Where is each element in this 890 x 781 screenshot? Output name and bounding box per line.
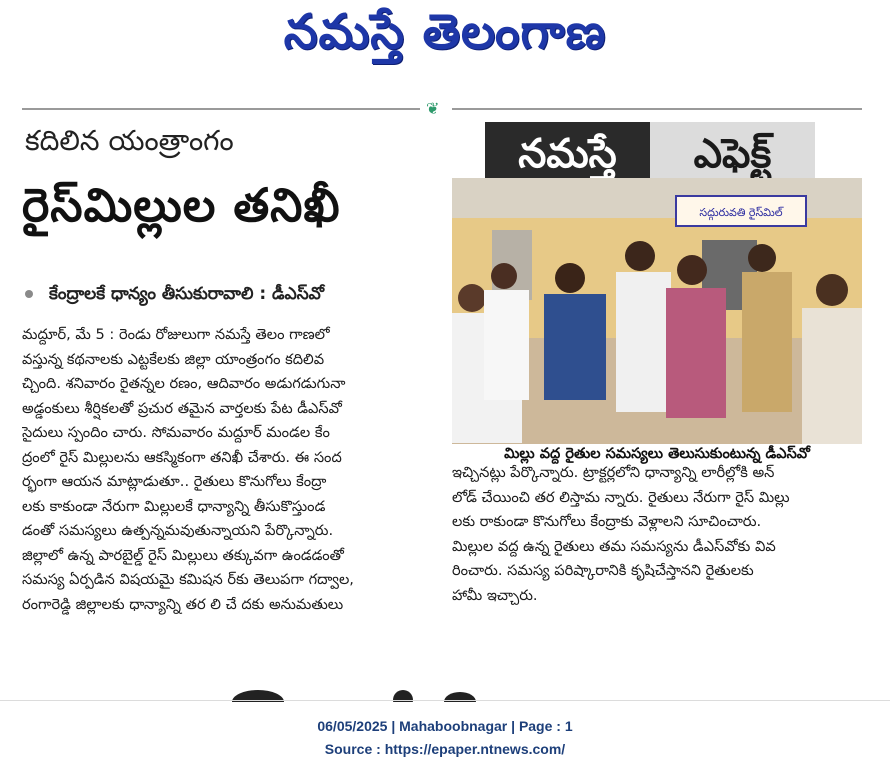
footer-date-edition: 06/05/2025 | Mahaboobnagar | Page : 1 [317,718,573,734]
subhead-text: కేంద్రాలకే ధాన్యం తీసుకురావాలి : డీఎస్‌వో [49,284,325,304]
newspaper-title: నమస్తే తెలంగాణ [283,4,607,60]
namaste-tag: నమస్తే [485,122,650,195]
body-line: రించారు. సమస్య పరిష్కారానికి కృషిచేస్తానని రైతులకు [452,562,754,579]
article-headline: రైస్‌మిల్లుల తనిఖీ [22,178,341,232]
masthead [0,0,890,78]
body-line: చ్చింది. శనివారం రైతన్నల రణం, ఆదివారం అడుగడుగునా [22,375,346,392]
bullet-icon [25,290,33,298]
body-line: జిల్లాలో ఉన్న పారబైల్డ్‌ రైస్‌ మిల్లులు తక్కువగా ఉండడంతో [22,546,344,564]
body-line: డంతో సమస్యలు ఉత్పన్నమవుతున్నాయని పేర్కొన్నారు. [22,522,334,539]
photo-illustration [452,178,862,444]
article-subhead [25,284,324,308]
leaf-ornament-icon: ❦ [426,99,440,118]
footer-separator [0,700,890,701]
body-line: వస్తున్న కథనాలకు ఎట్టకేలకు జిల్లా యాంత్రంగం కదిలివ [22,350,325,368]
divider-left [22,108,420,110]
news-photo [452,178,862,444]
article-body-left [22,323,440,617]
divider-right [452,108,862,110]
body-line: ద్రంలో రైస్‌ మిల్లులను ఆకస్మికంగా తనిఖీ చేశారు. ఈ సంద [22,448,342,466]
footer-source: Source : https://epaper.ntnews.com/ [324,741,566,757]
effect-tag: ఎఫెక్ట్‌ [650,122,815,195]
body-line: మిల్లుల వద్ద ఉన్న రైతులు తమ సమస్యను డీఎస్‌వోకు వివ [452,537,776,555]
body-line: లోడ్‌ చేయించి తర లిస్తామ న్నారు. రైతులు నేరుగా రైస్‌ మిల్లు [452,488,790,506]
body-line: హామీ ఇచ్చారు. [452,586,538,604]
body-line: మద్దూర్‌, మే 5 : రెండు రోజులుగా నమస్తే తెలం గాణలో [22,326,330,343]
body-line: లకు కాకుండా నేరుగా మిల్లులకే ధాన్యాన్ని తీసుకొస్తుండ [22,497,326,515]
body-line: సమస్య ఏర్పడిన విషయమై కమిషన ర్‌కు తెలుపగా గద్వాల, [22,571,354,588]
photo-caption: మిల్లు వద్ద రైతుల సమస్యలు తెలుసుకుంటున్న డీఎస్‌వో [504,446,810,462]
article-kicker: కదిలిన యంత్రాంగం [25,124,234,157]
body-line: లకు రాకుండా కొనుగోలు కేంద్రాకు వెళ్లాలని సూచించారు. [452,513,762,530]
body-line: ర్భంగా ఆయన మాట్లాడుతూ.. రైతులు కొనుగోలు కేంద్రా [22,473,327,490]
body-line: అడ్డంకులు శీర్షికలతో ప్రచుర తమైన వార్తలకు పేట డీఎస్‌వో [22,399,342,417]
body-line: సైదులు స్పందిం చారు. సోమవారం మద్దూర్‌ మండల కేం [22,424,330,441]
article-body-right [452,461,862,608]
body-line: ఇచ్చినట్లు పేర్కొన్నారు. ట్రాక్టర్లలోని ధాన్యాన్ని లారీల్లోకి అన్‌ [452,464,775,481]
body-line: రంగారెడ్డి జిల్లాలకు ధాన్యాన్ని తర లి చే దకు అనుమతులు [22,595,344,613]
photo-sign: సద్గురువతి రైస్‌మిల్ [699,206,783,219]
